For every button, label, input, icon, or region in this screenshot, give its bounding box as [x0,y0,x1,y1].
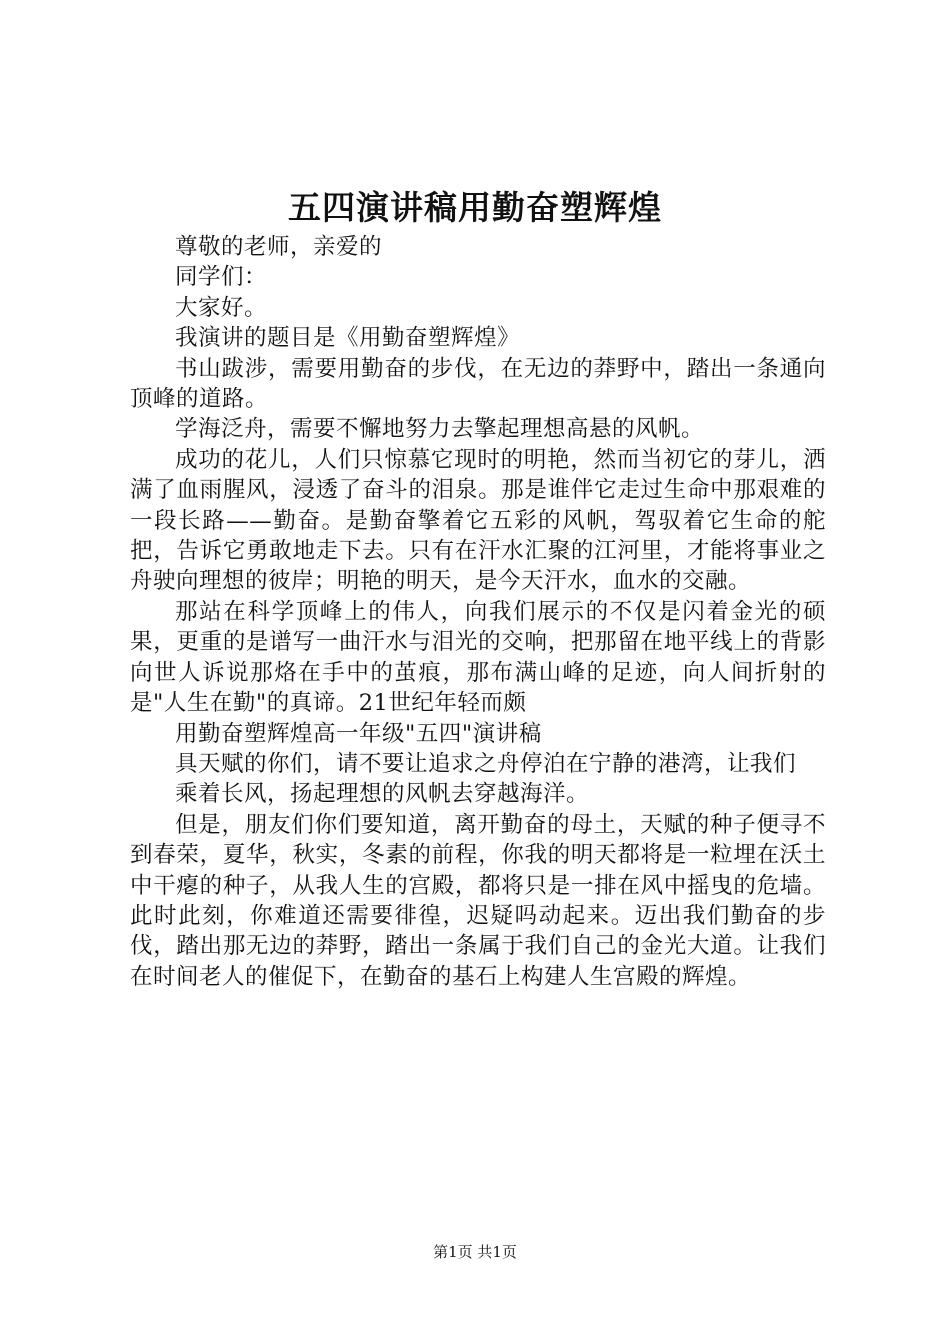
paragraph-greeting: 大家好。 [175,294,268,321]
paragraph-flower: 成功的花儿，人们只惊慕它现时的明艳，然而当初它的芽儿，洒满了血雨腥风，浸透了奋斗的泪泉。那是谁伴它走过生命中那艰难的一段长路——勤奋。是勤奋擎着它五彩的风帆，驾驭着它生命的舵把，告诉它勇敢地走下去。只有在汗水汇聚的江河里，才能将事业之舟驶向理想的彼岸；明艳的明天，是今天汗水，血水的交融。 [130,446,826,595]
paragraph-conclusion: 但是，朋友们你们要知道，离开勤奋的母土，天赋的种子便寻不到春荣，夏华，秋实，冬素的前程，你我的明天都将是一粒埋在沃土中干瘪的种子，从我人生的宫殿，都将只是一排在风中摇曳的危墙。此时此刻，你难道还需要徘徨，迟疑吗动起来。迈出我们勤奋的步伐，踏出那无边的莽野，踏出一条属于我们自己的金光大道。让我们在时间老人的催促下，在勤奋的基石上构建人生宫殿的辉煌。 [130,811,826,990]
page-footer: 第1页 共1页 [433,1243,517,1261]
document-title: 五四演讲稿用勤奋塑辉煌 [288,188,662,227]
paragraph-running-header: 用勤奋塑辉煌高一年级"五四"演讲稿 [175,720,542,747]
paragraph-topic: 我演讲的题目是《用勤奋塑辉煌》 [175,325,521,352]
paragraph-salutation-2: 同学们： [175,264,268,291]
document-body [130,232,826,992]
paragraph-sea: 学海泛舟，需要不懈地努力去擎起理想高悬的风帆。 [175,416,705,443]
paragraph-salutation-1: 尊敬的老师，亲爱的 [175,234,383,260]
paragraph-wind: 乘着长风，扬起理想的风帆去穿越海洋。 [175,781,590,808]
paragraph-talent: 具天赋的你们，请不要让追求之舟停泊在宁静的港湾，让我们 [175,750,797,777]
paragraph-great-man: 那站在科学顶峰上的伟人，向我们展示的不仅是闪着金光的硕果，更重的是谱写一曲汗水与泪光的交响，把那留在地平线上的背影向世人诉说那烙在手中的茧痕，那布满山峰的足迹，向人间折射的是"人生在勤"的真谛。21世纪年轻而颇 [130,598,826,717]
paragraph-mountain: 书山跋涉，需要用勤奋的步伐，在无边的莽野中，踏出一条通向顶峰的道路。 [130,355,826,413]
